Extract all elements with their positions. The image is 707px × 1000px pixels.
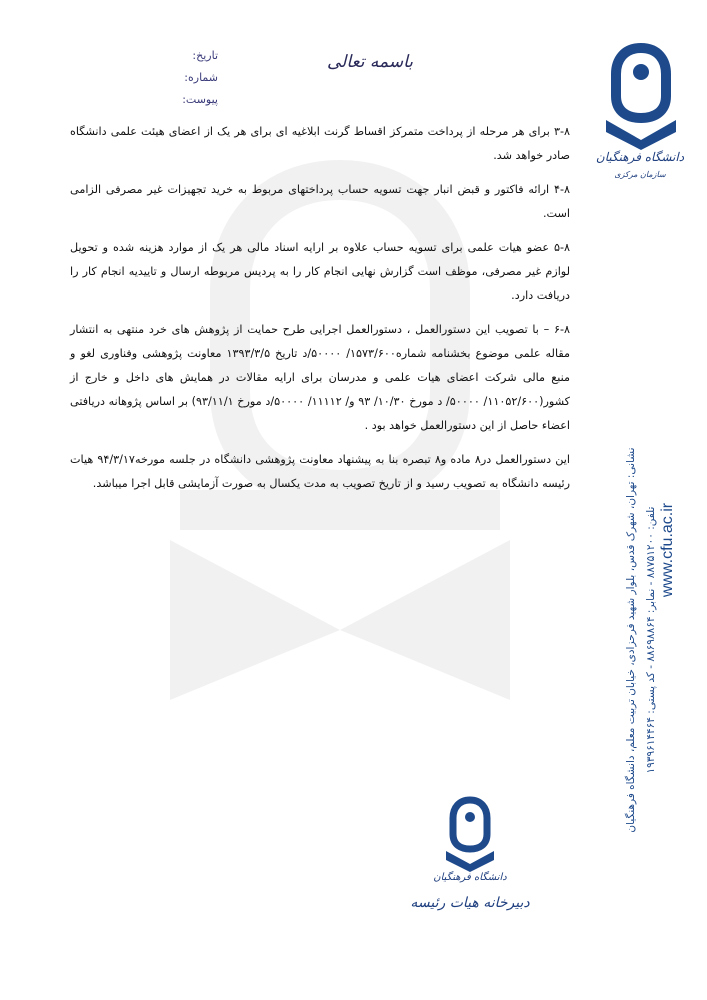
- attachment-label: پیوست:: [182, 93, 218, 106]
- paragraph: ۳-۸ برای هر مرحله از پرداخت متمرکز اقساط گرنت ابلاغیه ای برای هر یک از اعضای هیئت علمی دانشگاه صادر خواهد شد.: [70, 125, 570, 162]
- university-logo: [596, 40, 686, 150]
- page-title: باسمه تعالی: [327, 52, 413, 72]
- number-label: شماره:: [184, 71, 218, 84]
- website-text: www.cfu.ac.ir: [659, 502, 676, 598]
- university-logo: [440, 796, 500, 872]
- organization-name: سازمان مرکزی: [614, 170, 666, 179]
- letterhead-contact: [621, 310, 661, 970]
- signature-office-name: دبیرخانه هیات رئیسه: [410, 895, 530, 911]
- letter-meta: [158, 45, 218, 111]
- paragraph: ۵-۸ عضو هیات علمی برای تسویه حساب علاوه بر ارایه اسناد مالی هر یک از موارد هزینه شده و تحویل لوازم غیر مصرفی، موظف است گزارش نهایی انجام کار را به پردیس مربوطه ارسال و تاییدیه انجام کار را دریافت دارد.: [70, 241, 570, 302]
- contact-text: تلفن: ۸۸۷۵۱۲۰۰ - نمابر: ۸۸۶۹۸۸۶۴ - کد پستی: ۱۹۳۹۶۱۴۴۶۴: [645, 506, 657, 774]
- university-name: دانشگاه فرهنگیان: [595, 150, 685, 164]
- letter-body: [70, 120, 570, 506]
- paragraph: ۴-۸ ارائه فاکتور و قبض انبار جهت تسویه حساب پرداختهای مربوط به خرید تجهیزات غیر مصرفی الزامی است.: [70, 183, 570, 220]
- signature-university-name: دانشگاه فرهنگیان: [433, 872, 507, 883]
- paragraph: ۶-۸ – با تصویب این دستورالعمل ، دستورالعمل اجرایی طرح حمایت از پژوهش های خرد منتهی به انتشار مقاله علمی موضوع بخشنامه شماره۱۵۷۳/۶۰۰/ ۵۰۰۰۰/د تاریخ ۱۳۹۳/۳/۵ معاونت پژوهشی وفناوری لغو و منبع مالی شرکت اعضای هیات علمی و مدرسان برای ارایه مقالات در همایش های داخل و خارج از کشور(۱۱۰۵۲/۶۰۰/ ۵۰۰۰۰/ د مورخ ۱۰/۳۰/ ۹۳ و/ ۱۱۱۱۲/ ۵۰۰۰۰/د مورخ ۹۳/۱۱/۱) بر اساس پژوهانه دریافتی اعضاء حاصل از این دستورالعمل خواهد بود .: [70, 323, 571, 432]
- date-label: تاریخ:: [192, 49, 218, 62]
- paragraph: این دستورالعمل در۸ ماده و۸ تبصره بنا به پیشنهاد معاونت پژوهشی دانشگاه در جلسه مورخه۹۴/۳/۱۷ هیات رئیسه دانشگاه به تصویب رسید و از تاریخ تصویب به مدت یکسال به صورت آزمایشی قابل اجرا میباشد.: [70, 453, 570, 490]
- address-text: نشانی: تهران، شهرک قدس، بلوار شهید فرحزادی، خیابان تربیت معلم، دانشگاه فرهنگیان: [625, 447, 637, 833]
